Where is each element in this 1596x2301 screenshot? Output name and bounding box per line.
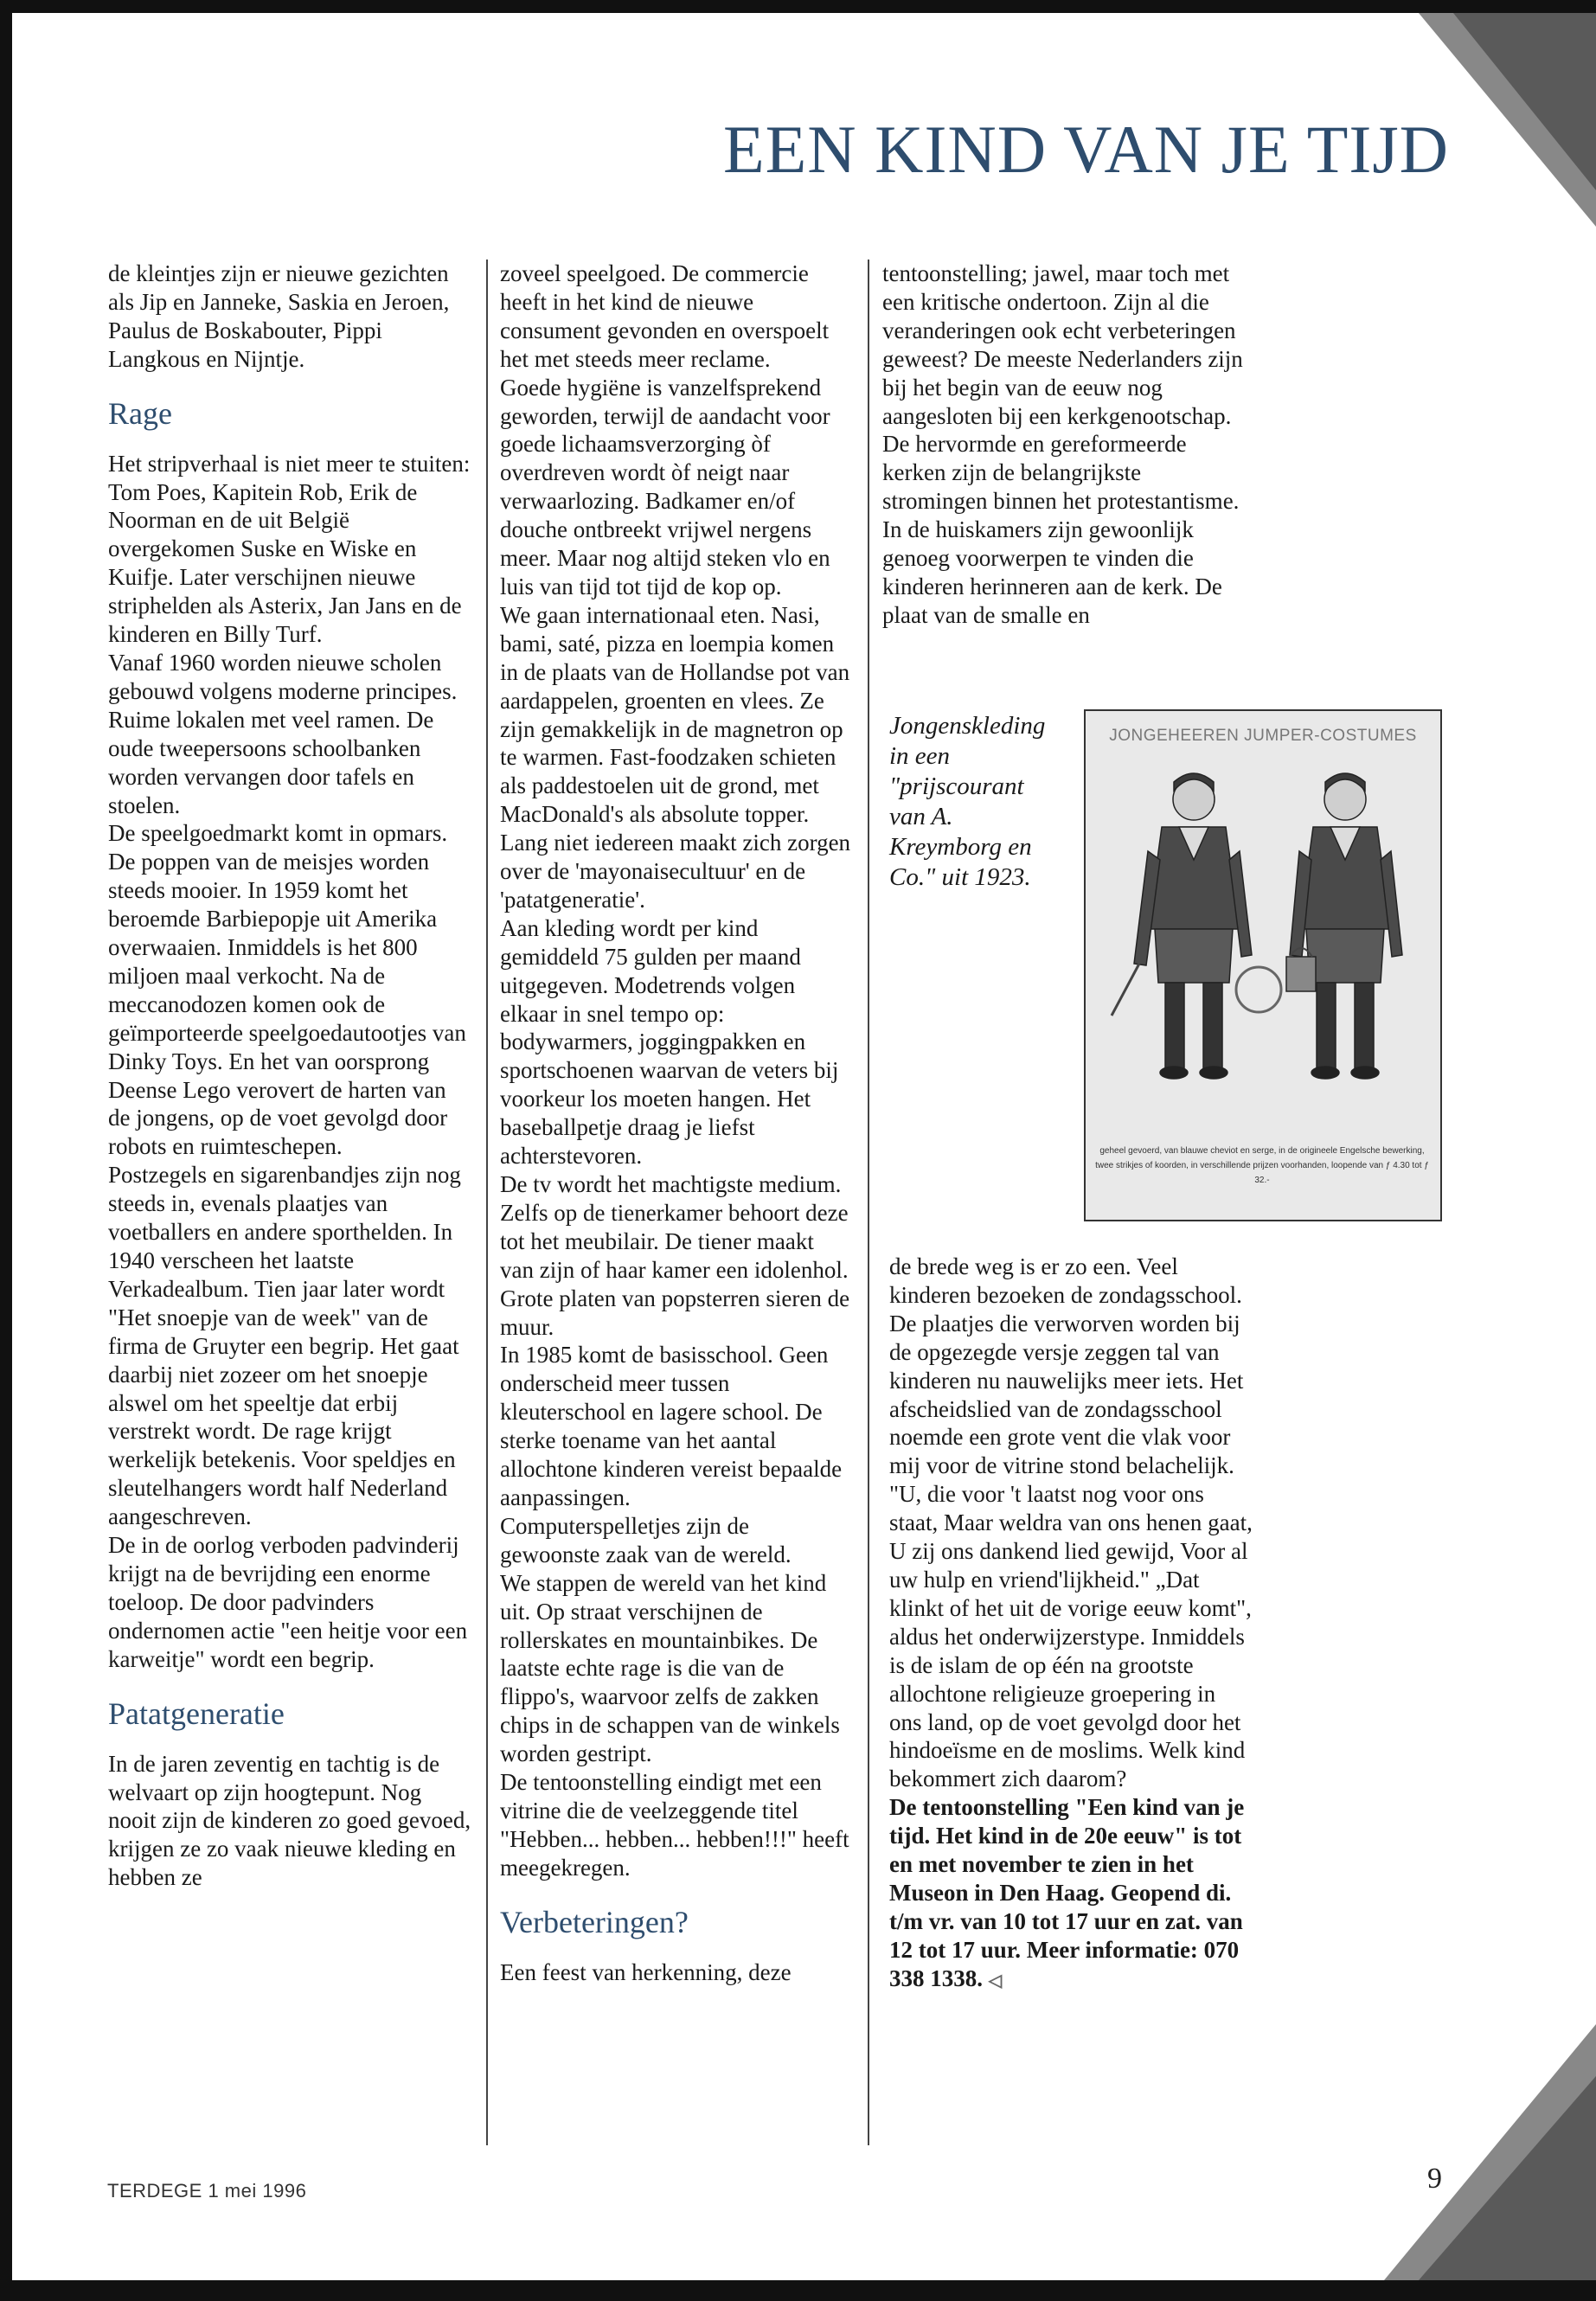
article-column-3-bottom bbox=[889, 1253, 1253, 1996]
corner-triangle-bottom bbox=[1384, 2024, 1596, 2280]
publication-footer: TERDEGE 1 mei 1996 bbox=[107, 2180, 307, 2202]
paragraph: De speelgoedmarkt komt in opmars. De poppen van de meisjes worden steeds mooier. In 1959 komt het beroemde Barbiepopje uit Amerika overwaaien. Inmiddels is het 800 miljoen maal verkocht. Na de meccanodozen komen ook de geïmporteerde speelgoedautootjes van Dinky Toys. En het van oorsprong Deense Lego verovert de harten van de jongens, op de voet gevolgd door robots en ruimteschepen. bbox=[108, 820, 466, 1160]
paragraph: Computerspelletjes zijn de gewoonste zaak van de wereld. bbox=[500, 1512, 792, 1567]
catalogue-illustration bbox=[1084, 709, 1442, 1221]
paragraph: zoveel speelgoed. De commercie heeft in het kind de nieuwe consument gevonden en overspoelt het met steeds meer reclame. bbox=[500, 260, 830, 372]
paragraph: We stappen de wereld van het kind uit. Op straat verschijnen de rollerskates en mountainbikes. De laatste echte rage is die van de flippo's, waarvoor zelfs de zakken chips in de schappen van de winkels worden gestript. bbox=[500, 1569, 840, 1767]
paragraph: Een feest van herkenning, deze bbox=[500, 1958, 792, 1985]
paragraph: Goede hygiëne is vanzelfsprekend geworden, terwijl de aandacht voor goede lichaamsverzorging òf overdreven wordt òf neigt naar verwaarlozing. Badkamer en/of douche ontbreekt vrijwel nergens meer. Maar nog altijd steken vlo en luis van tijd tot tijd de kop op. bbox=[500, 374, 830, 599]
page-title: EEN KIND VAN JE TIJD bbox=[723, 112, 1449, 187]
exhibition-info-text: De tentoonstelling "Een kind van je tijd. Het kind in de 20e eeuw" is tot en met november te zien in het Museon in Den Haag. Geopend di. t/m vr. van 10 tot 17 uur en zat. van 12 tot 17 uur. Meer informatie: 070 338 1338. bbox=[889, 1794, 1245, 1991]
section-heading-patatgeneratie: Patatgeneratie bbox=[108, 1695, 285, 1731]
paragraph: Vanaf 1960 worden nieuwe scholen gebouwd volgens moderne principes. Ruime lokalen met veel ramen. De oude tweepersoons schoolbanken worden vervangen door tafels en stoelen. bbox=[108, 649, 458, 818]
boy-right-figure bbox=[1286, 773, 1402, 1079]
figure-title: JONGEHEEREN JUMPER-COSTUMES bbox=[1109, 727, 1417, 745]
top-border bbox=[0, 0, 1596, 13]
paragraph: Postzegels en sigarenbandjes zijn nog steeds in, evenals plaatjes van voetballers en andere sporthelden. In 1940 verscheen het laatste Verkadealbum. Tien jaar later wordt "Het snoepje van de week" van de firma de Gruyter een begrip. Het gaat daarbij niet zozeer om het snoepje alswel om het speeltje dat erbij verstrekt wordt. De rage krijgt werkelijk betekenis. Voor speldjes en sleutelhangers wordt half Nederland aangeschreven. bbox=[108, 1162, 461, 1530]
paragraph: In 1985 komt de basisschool. Geen onderscheid meer tussen kleuterschool en lagere school. De sterke toename van het aantal allochtone kinderen vereist bepaalde aanpassingen. bbox=[500, 1342, 843, 1510]
section-heading-verbeteringen: Verbeteringen? bbox=[500, 1904, 689, 1939]
article-column-2 bbox=[500, 260, 851, 1987]
paragraph: De tv wordt het machtigste medium. Zelfs op de tienerkamer behoort deze tot het meubilair. De tiener maakt van zijn of haar kamer een idolenhol. Grote platen van popsterren sieren de muur. bbox=[500, 1171, 850, 1340]
figure-caption: Jongenskleding in een "prijscourant van A. Kreymborg en Co." uit 1923. bbox=[889, 712, 1046, 891]
paragraph: De tentoonstelling eindigt met een vitrine die de veelzeggende titel "Hebben... hebben... hebben!!!" heeft meegekregen. bbox=[500, 1769, 849, 1881]
section-heading-rage: Rage bbox=[108, 395, 172, 431]
paragraph: de brede weg is er zo een. Veel kinderen bezoeken de zondagsschool. De plaatjes die verworven worden bij de opgezegde versje zeggen tal van kinderen nu nauwelijks meer iets. Het afscheidslied van de zondagsschool noemde een grote vent die vlak voor mij voor de vitrine stond belachelijk. "U, die voor 't laatst nog voor ons staat, Maar weldra van ons henen gaat, U zij ons dankend lied gewijd, Voor al uw hulp en vriend'lijkheid." „Dat klinkt of het uit de vorige eeuw komt", aldus het onderwijzerstype. Inmiddels is de islam de op één na grootste allochtone religieuze groepering in ons land, op de voet gevolgd door het hindoeïsme en de moslims. Welk kind bekommert zich daarom? bbox=[889, 1253, 1253, 1792]
page-number: 9 bbox=[1427, 2163, 1442, 2195]
boys-in-costumes-illustration bbox=[1086, 756, 1440, 1137]
paragraph: de kleintjes zijn er nieuwe gezichten als Jip en Janneke, Saskia en Jeroen, Paulus de Boskabouter, Pippi Langkous en Nijntje. bbox=[108, 260, 450, 372]
left-border bbox=[0, 0, 12, 2301]
article-column-3-top bbox=[882, 260, 1246, 630]
figure-fine-print: geheel gevoerd, van blauwe cheviot en serge, in de origineele Engelsche bewerking, twee strikjes of koorden, in verschillende prijzen voorhanden, loopende van ƒ 4.30 tot ƒ 32.- bbox=[1095, 1146, 1429, 1185]
paragraph: Aan kleding wordt per kind gemiddeld 75 gulden per maand uitgegeven. Modetrends volgen elkaar in snel tempo op: bodywarmers, joggingpakken en sportschoenen waarvan de veters bij voorkeur los moeten hangen. Het baseballpetje draag je liefst achterstevoren. bbox=[500, 914, 839, 1170]
paragraph: Het stripverhaal is niet meer te stuiten: Tom Poes, Kapitein Rob, Erik de Noorman en de uit België overgekomen Suske en Wiske en Kuifje. Later verschijnen nieuwe striphelden als Asterix, Jan Jans en de kinderen en Billy Turf. bbox=[108, 450, 471, 648]
paragraph: We gaan internationaal eten. Nasi, bami, saté, pizza en loempia komen in de plaats van de Hollandse pot van aardappelen, groenten en vlees. Ze zijn gemakkelijk in de magnetron op te warmen. Fast-foodzaken schieten als paddestoelen uit de grond, met MacDonald's als absolute topper. Lang niet iedereen maakt zich zorgen over de 'mayonaisecultuur' en de 'patatgeneratie'. bbox=[500, 601, 851, 913]
end-mark-icon: ◁ bbox=[988, 1971, 1003, 1990]
article-column-1 bbox=[108, 260, 471, 1892]
column-divider-2 bbox=[868, 260, 869, 2145]
column-divider-1 bbox=[486, 260, 488, 2145]
paragraph: tentoonstelling; jawel, maar toch met een kritische ondertoon. Zijn al die veranderingen ook echt verbeteringen geweest? De meeste Nederlanders zijn bij het begin van de eeuw nog aangesloten bij een kerkgenootschap. De hervormde en gereformeerde kerken zijn de belangrijkste stromingen binnen het protestantisme. In de huiskamers zijn gewoonlijk genoeg voorwerpen te vinden die kinderen herinneren aan de kerk. De plaat van de smalle en bbox=[882, 260, 1243, 628]
exhibition-info bbox=[889, 1793, 1253, 1995]
boy-left-figure bbox=[1112, 773, 1281, 1079]
paragraph: In de jaren zeventig en tachtig is de welvaart op zijn hoogtepunt. Nog nooit zijn de kinderen zo goed gevoed, krijgen ze zo vaak nieuwe kleding en hebben ze bbox=[108, 1750, 471, 1891]
bottom-border bbox=[0, 2280, 1596, 2301]
paragraph: De in de oorlog verboden padvinderij krijgt na de bevrijding een enorme toeloop. De door padvinders ondernomen actie "een heitje voor een karweitje" wordt een begrip. bbox=[108, 1532, 468, 1672]
